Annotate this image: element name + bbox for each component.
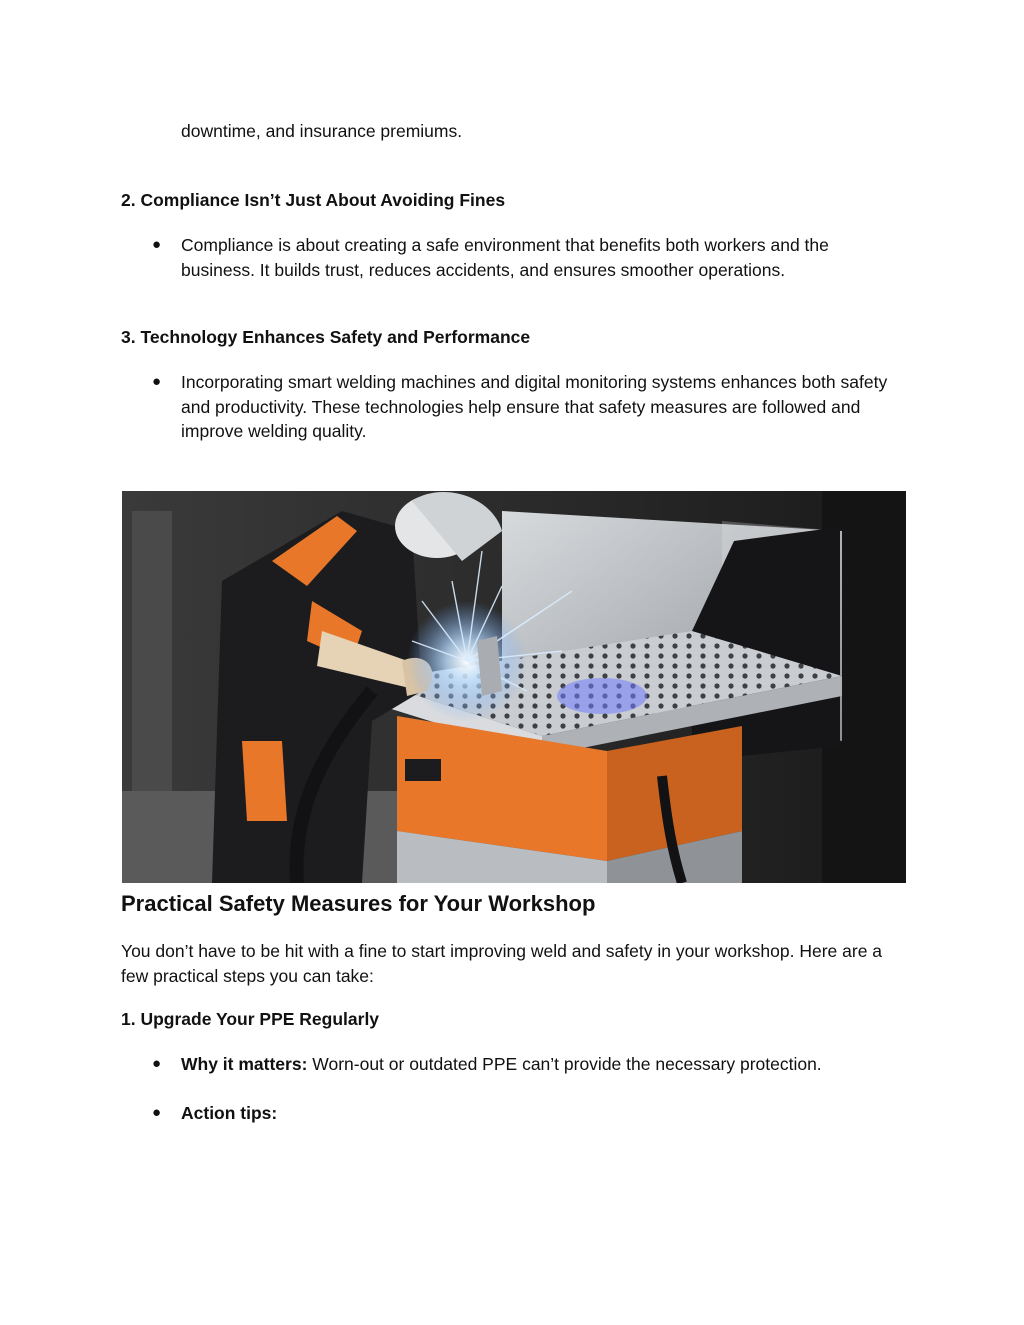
why-it-matters-text: Worn-out or outdated PPE can’t provide the necessary protection. [307, 1054, 822, 1074]
practical-intro: You don’t have to be hit with a fine to start improving weld and safety in your workshop. Here are a few practical steps you can take: [121, 941, 883, 986]
bullet-marker: ● [152, 373, 162, 390]
bullet-marker: ● [152, 1055, 162, 1072]
welding-table-illustration [122, 491, 906, 883]
section-3-bullet-text: Incorporating smart welding machines and digital monitoring systems enhances both safety and productivity. These technologies help ensure that safety measures are followed and improve welding quality. [181, 372, 888, 441]
section-2-heading: 2. Compliance Isn’t Just About Avoiding Fines [121, 190, 506, 210]
section-2-bullet-text: Compliance is about creating a safe environment that benefits both workers and the business. It builds trust, reduces accidents, and ensures smoother operations. [181, 235, 829, 280]
action-tips-item [181, 1101, 901, 1126]
bullet-marker: ● [152, 1104, 162, 1121]
practical-heading: Practical Safety Measures for Your Workshop [121, 891, 596, 916]
section-3-heading: 3. Technology Enhances Safety and Performance [121, 327, 531, 347]
welding-photo [122, 491, 906, 883]
why-it-matters-label: Why it matters: [181, 1054, 308, 1074]
why-it-matters-item [181, 1052, 901, 1077]
bullet-marker: ● [152, 236, 162, 253]
continuation-text: downtime, and insurance premiums. [181, 121, 463, 141]
step-1-heading: 1. Upgrade Your PPE Regularly [121, 1009, 380, 1029]
action-tips-label: Action tips: [181, 1103, 278, 1123]
